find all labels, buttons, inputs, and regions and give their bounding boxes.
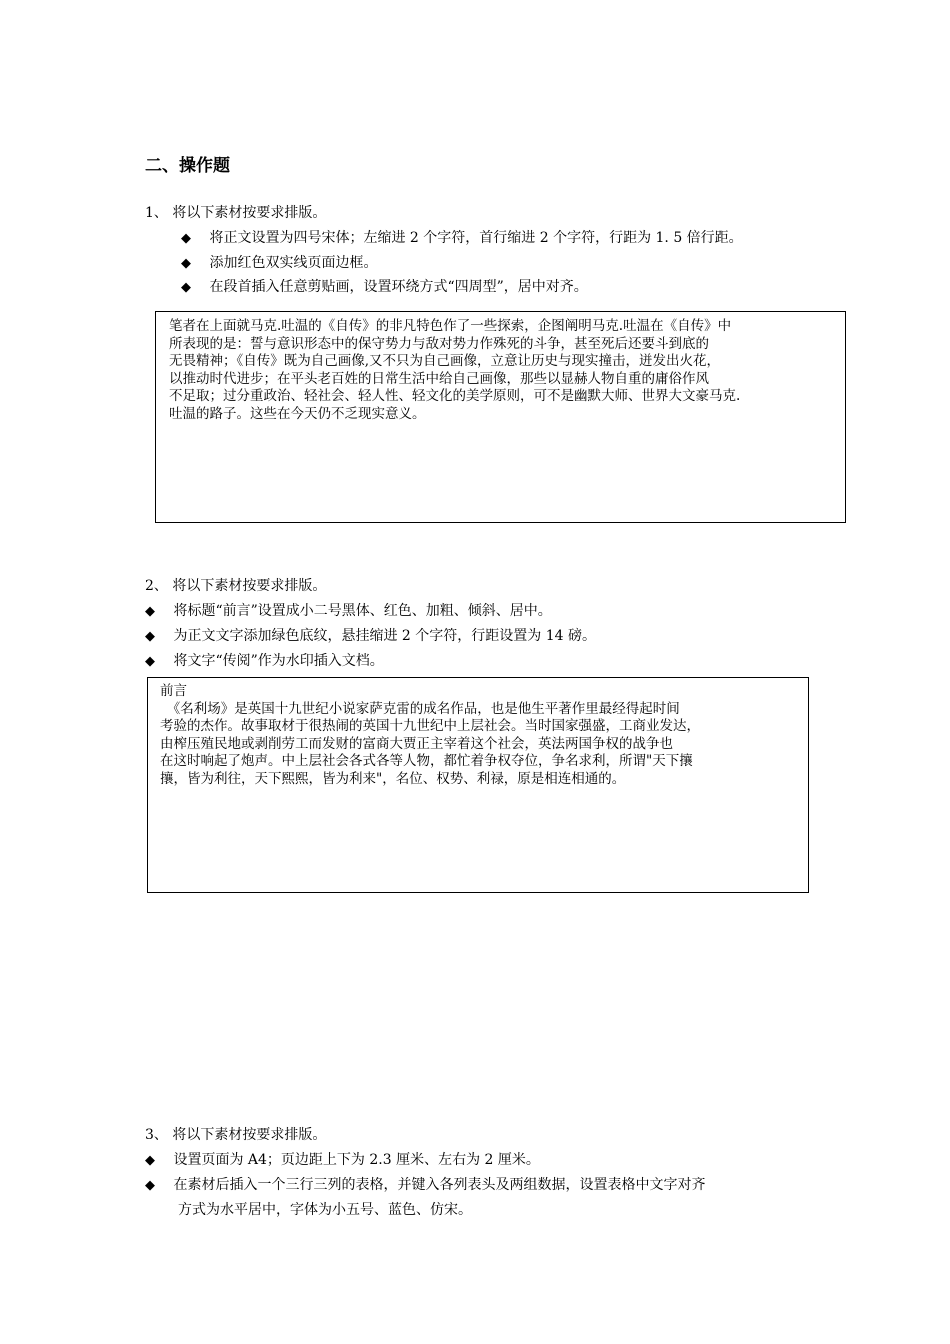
q2-title: 2、 将以下素材按要求排版。	[145, 578, 327, 594]
q1-bullet-3	[181, 276, 588, 296]
diamond-bullet-icon: ◆	[181, 231, 191, 246]
q1-title: 1、 将以下素材按要求排版。	[145, 205, 327, 221]
q3-bullet-1-text: 设置页面为 A4；页边距上下为 2.3 厘米、左右为 2 厘米。	[173, 1152, 540, 1168]
q3-bullet-1	[145, 1149, 540, 1169]
q1-bullet-2-text: 添加红色双实线页面边框。	[209, 255, 378, 271]
q3-bullet-2-text: 在素材后插入一个三行三列的表格，并键入各列表头及两组数据，设置表格中文字对齐	[173, 1177, 706, 1193]
diamond-bullet-icon: ◆	[145, 629, 155, 644]
q2-bullet-1-text: 将标题“前言”设置成小二号黑体、红色、加粗、倾斜、居中。	[173, 603, 552, 619]
q1-material-box	[155, 311, 846, 523]
diamond-bullet-icon: ◆	[145, 604, 155, 619]
q2-material-heading: 前言	[160, 683, 187, 699]
q1-material-line: 以推动时代进步；在平头老百姓的日常生活中给自己画像，那些以显赫人物自重的庸俗作风	[169, 370, 709, 387]
q2-material-text	[160, 683, 700, 788]
q2-bullet-3	[145, 650, 384, 670]
diamond-bullet-icon: ◆	[145, 654, 155, 669]
q1-bullet-2	[181, 252, 377, 272]
q2-material-line: 由榨压殖民地或剥削劳工而发财的富商大贾正主宰着这个社会，英法两国争权的战争也	[160, 735, 673, 752]
section-title: 二、操作题	[145, 156, 230, 176]
q1-material-line: 所表现的是：誓与意识形态中的保守势力与敌对势力作殊死的斗争，甚至死后还要斗到底的	[169, 335, 709, 352]
q1-material-line: 无畏精神；《自传》既为自己画像,又不只为自己画像，立意让历史与现实撞击，迸发出火花，	[169, 353, 721, 369]
q2-material-box	[147, 677, 809, 893]
q3-bullet-2	[145, 1174, 705, 1194]
q2-material-line: 在这时响起了炮声。中上层社会各式各等人物，都忙着争权夺位，争名求利，所谓"天下攘	[160, 753, 693, 769]
q2-bullet-2-text: 为正文文字添加绿色底纹，悬挂缩进 2 个字符，行距设置为 14 磅。	[173, 628, 596, 644]
q2-material-line: 攘，皆为利往，天下熙熙，皆为利来"，名位、权势、利禄，原是相连相通的。	[160, 770, 626, 787]
q1-material-text	[169, 318, 740, 423]
q3-title: 3、 将以下素材按要求排版。	[145, 1127, 327, 1143]
q1-bullet-1-text: 将正文设置为四号宋体；左缩进 2 个字符，首行缩进 2 个字符，行距为 1. 5 倍行距。	[209, 230, 743, 246]
diamond-bullet-icon: ◆	[145, 1153, 155, 1168]
q2-material-line: 考验的杰作。故事取材于很热闹的英国十九世纪中上层社会。当时国家强盛，工商业发达，	[160, 718, 700, 734]
q3-bullet-2-continuation: 方式为水平居中，字体为小五号、蓝色、仿宋。	[178, 1202, 472, 1218]
q1-material-line: 吐温的路子。这些在今天仍不乏现实意义。	[169, 405, 426, 422]
q1-bullet-3-text: 在段首插入任意剪贴画，设置环绕方式“四周型”，居中对齐。	[209, 279, 588, 295]
diamond-bullet-icon: ◆	[145, 1178, 155, 1193]
diamond-bullet-icon: ◆	[181, 256, 191, 271]
q2-bullet-1	[145, 600, 552, 620]
diamond-bullet-icon: ◆	[181, 280, 191, 295]
q1-bullet-1	[181, 227, 743, 247]
q2-material-line: 《名利场》是英国十九世纪小说家萨克雷的成名作品，也是他生平著作里最经得起时间	[160, 700, 680, 717]
q2-bullet-3-text: 将文字“传阅”作为水印插入文档。	[173, 653, 384, 669]
q2-bullet-2	[145, 625, 596, 645]
q1-material-line: 不足取；过分重政治、轻社会、轻人性、轻文化的美学原则，可不是幽默大师、世界大文豪马克.	[169, 388, 741, 404]
q1-material-line: 笔者在上面就马克.吐温的《自传》的非凡特色作了一些探索，企图阐明马克.吐温在《自传》中	[169, 318, 732, 334]
